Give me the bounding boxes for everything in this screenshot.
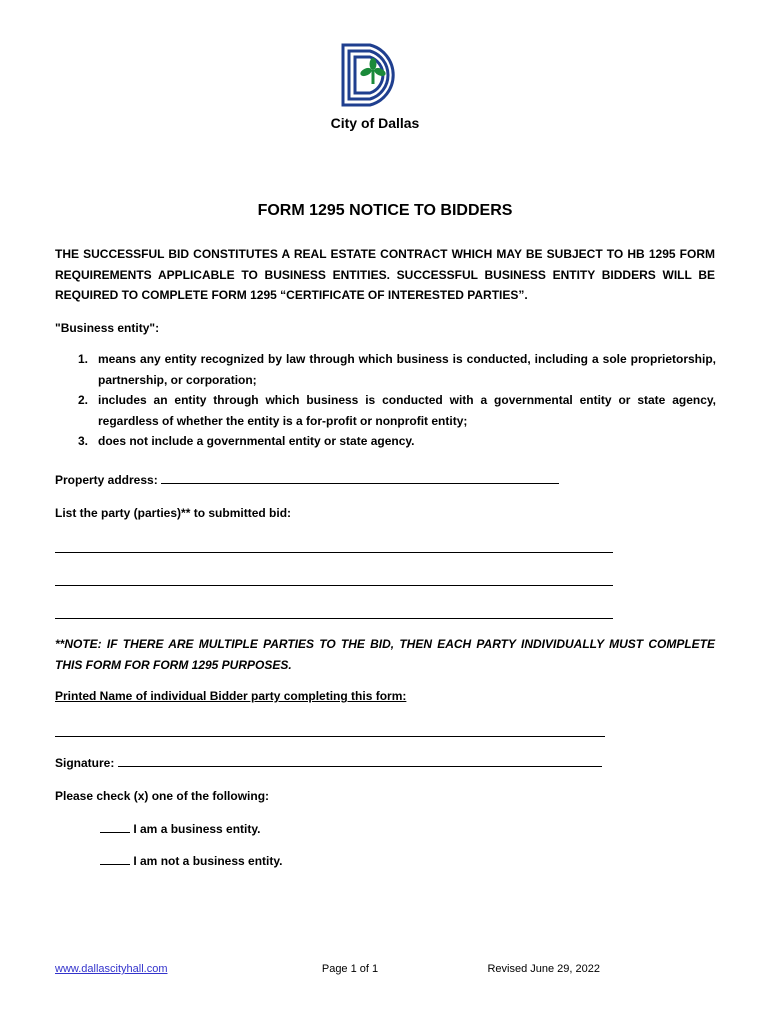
property-address-field[interactable] <box>161 471 559 484</box>
business-entity-label: "Business entity": <box>55 321 160 335</box>
list-item <box>78 431 716 452</box>
list-number: 2. <box>78 393 89 407</box>
option-blank-2[interactable] <box>100 852 130 865</box>
logo-caption: City of Dallas <box>330 115 420 131</box>
intro-paragraph: THE SUCCESSFUL BID CONSTITUTES A REAL ESTATE CONTRACT WHICH MAY BE SUBJECT TO HB 1295 FORM REQUIREMENTS APPLICABLE TO BUSINESS ENTITIES. SUCCESSFUL BUSINESS ENTITY BIDDERS WILL BE REQUIRED TO COMPLETE FORM 1295 “CERTIFICATE OF INTERESTED PARTIES”. <box>55 247 715 302</box>
definition-list <box>78 349 716 452</box>
party-line-3[interactable] <box>55 618 613 619</box>
list-text: includes an entity through which business is conducted with a governmental entity or state agency, regardless of whether the entity is a for-profit or nonprofit entity; <box>98 393 716 428</box>
footer-revised-date: Revised June 29, 2022 <box>487 963 600 975</box>
property-address-row <box>55 470 559 491</box>
list-text: means any entity recognized by law through which business is conducted, including a sole proprietorship, partnership, or corporation; <box>98 352 716 387</box>
option-blank-1[interactable] <box>100 820 130 833</box>
list-item <box>78 349 716 390</box>
signature-row <box>55 753 602 774</box>
option-label: I am not a business entity. <box>133 854 283 868</box>
check-instruction: Please check (x) one of the following: <box>55 789 270 803</box>
option-business-entity <box>100 819 261 840</box>
property-address-label: Property address: <box>55 473 158 487</box>
page-title: FORM 1295 NOTICE TO BIDDERS <box>257 202 513 219</box>
note-paragraph: **NOTE: IF THERE ARE MULTIPLE PARTIES TO THE BID, THEN EACH PARTY INDIVIDUALLY MUST COMPLETE THIS FORM FOR FORM 1295 PURPOSES. <box>55 637 715 672</box>
printed-name-label: Printed Name of individual Bidder party completing this form: <box>55 689 407 703</box>
footer-page-number: Page 1 of 1 <box>321 963 379 975</box>
list-party-label: List the party (parties)** to submitted bid: <box>55 506 292 520</box>
city-of-dallas-logo <box>340 42 410 108</box>
list-item <box>78 390 716 431</box>
option-label: I am a business entity. <box>133 822 261 836</box>
signature-field[interactable] <box>118 754 602 767</box>
list-number: 1. <box>78 352 89 366</box>
list-text: does not include a governmental entity or state agency. <box>98 434 415 448</box>
party-line-2[interactable] <box>55 585 613 586</box>
signature-label: Signature: <box>55 756 115 770</box>
footer-link[interactable]: www.dallascityhall.com <box>55 963 168 975</box>
party-line-1[interactable] <box>55 552 613 553</box>
printed-name-field[interactable] <box>55 736 605 737</box>
option-not-business-entity <box>100 851 283 872</box>
list-number: 3. <box>78 434 89 448</box>
